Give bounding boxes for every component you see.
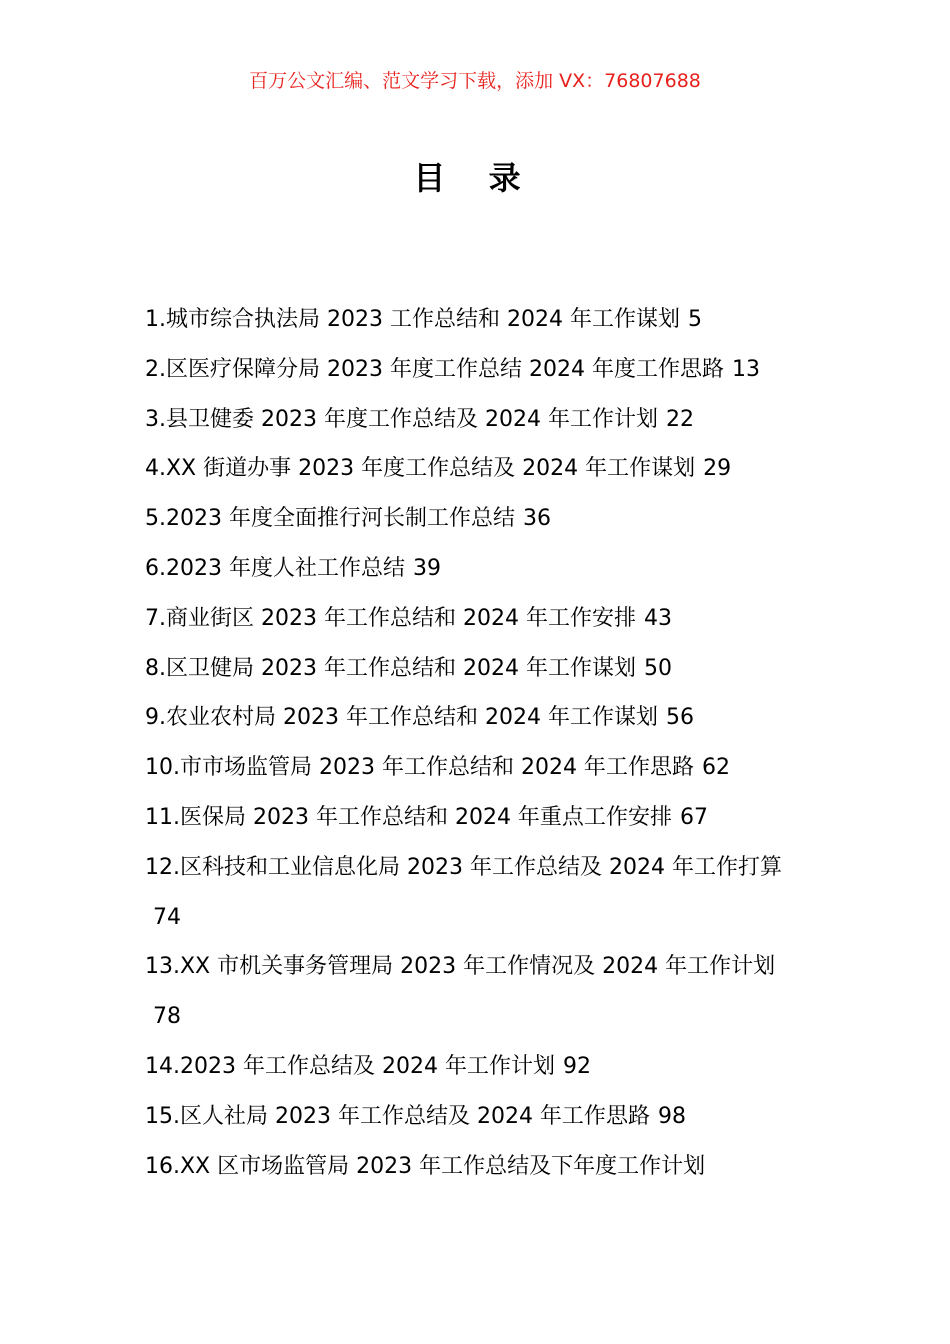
toc-entry[interactable] <box>145 494 810 544</box>
toc-entry-page: 50 <box>643 655 672 681</box>
toc-entry-title: 1.城市综合执法局 2023 工作总结和 2024 年工作谋划 <box>145 307 680 332</box>
toc-entry-title: 15.区人社局 2023 年工作总结及 2024 年工作思路 <box>145 1103 650 1129</box>
toc-entry[interactable] <box>145 444 810 494</box>
toc-entry-page: 29 <box>703 456 732 482</box>
toc-entry[interactable] <box>145 644 810 694</box>
toc-entry[interactable] <box>145 843 810 943</box>
toc-entry-title: 13.XX 市机关事务管理局 2023 年工作情况及 2024 年工作计划 <box>145 954 776 980</box>
toc-entry-title: 16.XX 区市场监管局 2023 年工作总结及下年度工作计划 <box>145 1153 706 1179</box>
toc-entry[interactable] <box>145 743 810 793</box>
toc-entry-page: 98 <box>657 1103 686 1129</box>
toc-entry[interactable] <box>145 395 810 445</box>
toc-entry-title: 11.医保局 2023 年工作总结和 2024 年重点工作安排 <box>145 804 672 830</box>
toc-entry-title: 3.县卫健委 2023 年度工作总结及 2024 年工作计划 <box>145 406 658 432</box>
toc-entry-title: 4.XX 街道办事 2023 年度工作总结及 2024 年工作谋划 <box>145 456 696 482</box>
toc-entry[interactable] <box>145 1042 810 1092</box>
toc-entry-title: 5.2023 年度全面推行河长制工作总结 <box>145 506 515 532</box>
toc-entry-page: 22 <box>665 406 694 432</box>
toc-entry-page: 67 <box>679 804 708 830</box>
header-notice: 百万公文汇编、范文学习下载，添加 VX：76807688 <box>249 70 701 92</box>
toc-entry-title: 7.商业街区 2023 年工作总结和 2024 年工作安排 <box>145 605 636 631</box>
toc-entry[interactable] <box>145 1092 810 1142</box>
toc-entry[interactable] <box>145 942 810 1042</box>
toc-entry[interactable] <box>145 1142 810 1192</box>
page-title: 目 录 <box>413 159 537 197</box>
toc-entry-page: 56 <box>665 705 694 731</box>
toc-entry-title: 6.2023 年度人社工作总结 <box>145 555 405 581</box>
toc-entry-title: 9.农业农村局 2023 年工作总结和 2024 年工作谋划 <box>145 705 658 731</box>
toc-entry[interactable] <box>145 295 810 345</box>
toc-entry-title: 14.2023 年工作总结及 2024 年工作计划 <box>145 1053 555 1079</box>
toc-entry[interactable] <box>145 693 810 743</box>
toc-entry[interactable] <box>145 544 810 594</box>
toc-entry-title: 8.区卫健局 2023 年工作总结和 2024 年工作谋划 <box>145 655 636 681</box>
toc-entry-page: 36 <box>522 506 551 532</box>
toc-entry-page: 13 <box>731 356 760 382</box>
toc-entry-title: 10.市市场监管局 2023 年工作总结和 2024 年工作思路 <box>145 755 694 781</box>
toc-entry[interactable] <box>145 793 810 843</box>
toc-entry[interactable] <box>145 345 810 395</box>
table-of-contents <box>145 295 810 1191</box>
toc-entry-page: 5 <box>687 307 702 332</box>
toc-entry-page: 74 <box>153 904 181 930</box>
toc-entry-title: 2.区医疗保障分局 2023 年度工作总结 2024 年度工作思路 <box>145 356 724 382</box>
toc-entry-page: 62 <box>701 755 730 781</box>
toc-entry-page: 78 <box>153 1004 181 1030</box>
toc-entry[interactable] <box>145 594 810 644</box>
toc-entry-page: 39 <box>412 555 441 581</box>
toc-entry-page: 92 <box>562 1053 591 1079</box>
toc-entry-page: 43 <box>643 605 672 631</box>
toc-entry-title: 12.区科技和工业信息化局 2023 年工作总结及 2024 年工作打算 <box>145 854 782 880</box>
